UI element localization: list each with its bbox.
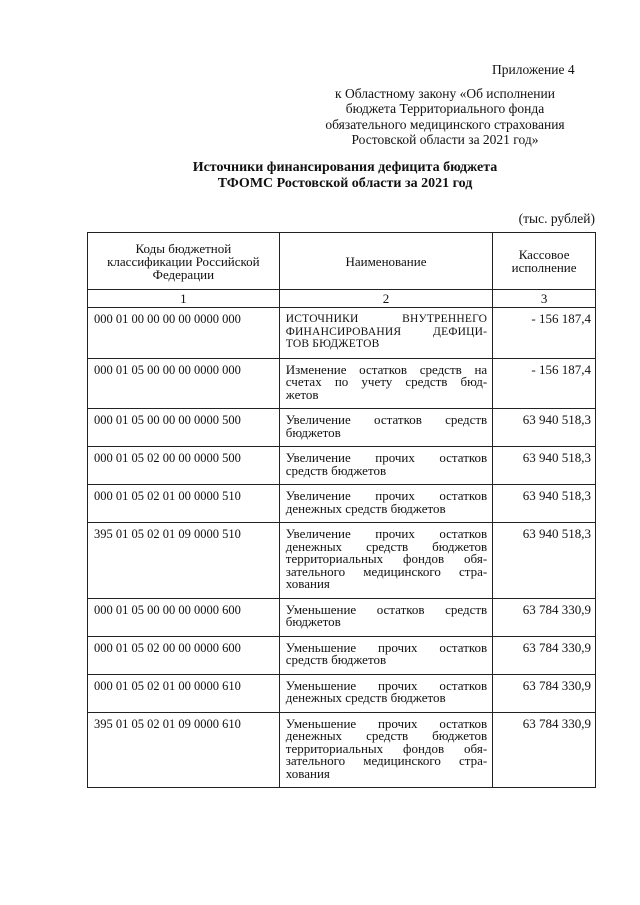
name-line: ФИНАНСИРОВАНИЯ ДЕФИЦИ- (285, 325, 488, 338)
column-number: 1 (88, 290, 280, 308)
name-line: средств бюджетов (285, 462, 387, 478)
name-line: Уменьшение остатков средств (285, 601, 488, 617)
header-codes: Коды бюджетной классификации Российской Федерации (88, 233, 280, 290)
table-row (88, 409, 596, 447)
budget-code-cell: 000 01 05 00 00 00 0000 600 (88, 598, 280, 636)
heading-line-2: ТФОМС Ростовской области за 2021 год (217, 176, 473, 191)
table-row (88, 636, 596, 674)
name-cell (279, 308, 492, 359)
appendix-line: обязательного медицинского страхования (325, 116, 565, 132)
table-row (88, 674, 596, 712)
appendix-line: Ростовской области за 2021 год» (351, 132, 539, 147)
name-line: денежных средств бюджетов (285, 500, 446, 516)
budget-code-cell: 395 01 05 02 01 09 0000 510 (88, 523, 280, 599)
name-line: Уменьшение прочих остатков (285, 639, 488, 655)
name-line: Увеличение прочих остатков (285, 450, 488, 465)
name-line: территориальных фондов обя- (285, 740, 488, 756)
name-line: жетов (285, 386, 319, 402)
name-line: Увеличение остатков средств (285, 412, 488, 427)
name-line: Уменьшение прочих остатков (285, 677, 488, 693)
execution-value-cell: 63 784 330,9 (493, 674, 596, 712)
name-cell (279, 712, 492, 788)
name-cell (279, 447, 492, 485)
name-line: Увеличение прочих остатков (285, 526, 488, 541)
budget-code-cell: 000 01 05 00 00 00 0000 000 (88, 358, 280, 409)
table-row (88, 308, 596, 359)
budget-code-cell: 395 01 05 02 01 09 0000 610 (88, 712, 280, 788)
budget-code-cell: 000 01 05 02 01 00 0000 610 (88, 674, 280, 712)
table-row (88, 447, 596, 485)
name-line: Изменение остатков средств на (285, 361, 488, 377)
header-name: Наименование (279, 233, 492, 290)
budget-code-cell: 000 01 05 00 00 00 0000 500 (88, 409, 280, 447)
name-cell (279, 358, 492, 409)
table-row (88, 523, 596, 599)
table-row (88, 485, 596, 523)
appendix-line: бюджета Территориального фонда (345, 101, 545, 116)
name-line: денежных средств бюджетов (285, 538, 488, 554)
budget-code-cell: 000 01 05 02 00 00 0000 600 (88, 636, 280, 674)
table-row (88, 358, 596, 409)
name-line: хования (285, 576, 330, 591)
name-line: ТОВ БЮДЖЕТОВ (285, 338, 380, 350)
appendix-block (300, 62, 590, 148)
header-execution: Кассовое исполнение (493, 233, 596, 290)
name-line: ИСТОЧНИКИ ВНУТРЕННЕГО (285, 313, 488, 325)
budget-code-cell: 000 01 05 02 01 00 0000 510 (88, 485, 280, 523)
column-number: 2 (279, 290, 492, 308)
name-cell (279, 523, 492, 599)
name-line: денежных средств бюджетов (285, 728, 488, 743)
name-line: хования (285, 765, 330, 781)
name-line: территориальных фондов обя- (285, 551, 488, 566)
budget-code-cell: 000 01 00 00 00 00 0000 000 (88, 308, 280, 359)
execution-value-cell: 63 784 330,9 (493, 636, 596, 674)
name-cell (279, 409, 492, 447)
table-row (88, 712, 596, 788)
table-row (88, 598, 596, 636)
document-heading (60, 160, 630, 192)
column-number: 3 (493, 290, 596, 308)
heading-line-1: Источники финансирования дефицита бюджета (192, 160, 498, 175)
execution-value-cell: 63 784 330,9 (493, 712, 596, 788)
budget-code-cell: 000 01 05 02 00 00 0000 500 (88, 447, 280, 485)
execution-value-cell: 63 940 518,3 (493, 447, 596, 485)
name-line: денежных средств бюджетов (285, 690, 446, 705)
appendix-line: к Областному закону «Об исполнении (335, 85, 555, 101)
name-cell (279, 674, 492, 712)
name-line: зательного медицинского стра- (285, 563, 488, 579)
appendix-title: Приложение 4 (492, 62, 575, 77)
name-line: зательного медицинского стра- (285, 753, 488, 768)
name-cell (279, 598, 492, 636)
name-line: Уменьшение прочих остатков (285, 715, 488, 731)
execution-value-cell: 63 784 330,9 (493, 598, 596, 636)
name-line: бюджетов (285, 614, 341, 629)
units-note: (тыс. рублей) (518, 211, 595, 226)
execution-value-cell: - 156 187,4 (493, 358, 596, 409)
execution-value-cell: 63 940 518,3 (493, 409, 596, 447)
name-cell (279, 636, 492, 674)
name-line: средств бюджетов (285, 652, 387, 667)
execution-value-cell: 63 940 518,3 (493, 485, 596, 523)
financing-sources-table (87, 232, 596, 788)
name-line: Увеличение прочих остатков (285, 488, 488, 503)
name-cell (279, 485, 492, 523)
execution-value-cell: - 156 187,4 (493, 308, 596, 359)
execution-value-cell: 63 940 518,3 (493, 523, 596, 599)
name-line: счетах по учету средств бюд- (285, 374, 488, 389)
name-line: бюджетов (285, 424, 341, 440)
